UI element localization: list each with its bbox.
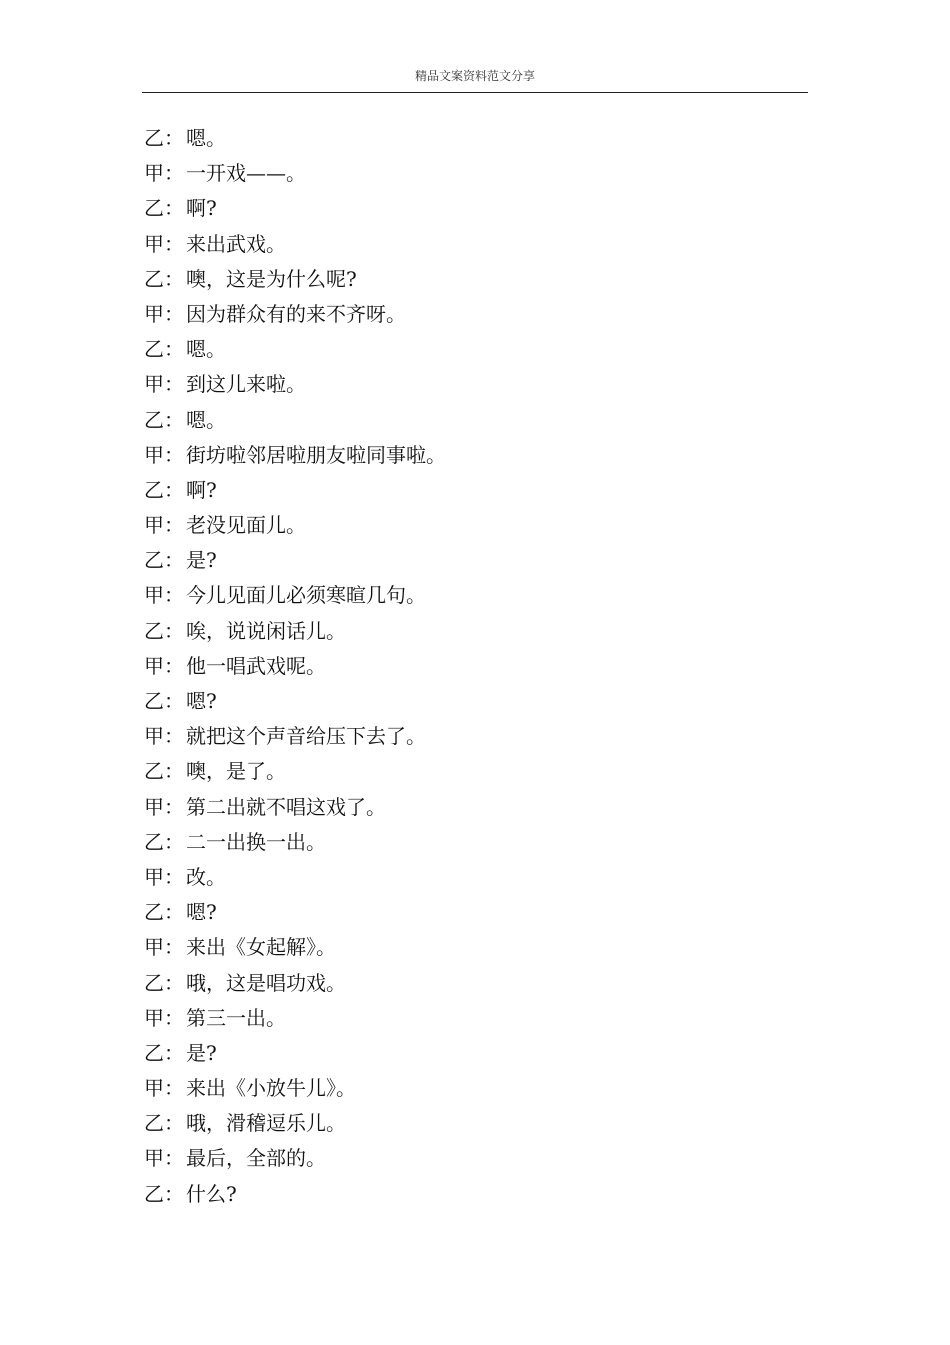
line-text: 嗯。 [186, 407, 226, 432]
speaker-separator: ： [164, 266, 184, 291]
speaker-separator: ： [164, 407, 184, 432]
dialogue-line [144, 227, 804, 262]
speaker-separator: ： [164, 935, 184, 960]
dialogue-line [144, 649, 804, 684]
line-text: 一开戏——。 [186, 161, 306, 186]
line-text: 噢，这是为什么呢? [186, 266, 357, 291]
line-text: 第三一出。 [186, 1005, 286, 1030]
speaker-separator: ： [164, 301, 184, 326]
line-text: 改。 [186, 864, 226, 889]
line-text: 来出《女起解》。 [186, 935, 336, 960]
line-text: 他一唱武戏呢。 [186, 653, 326, 678]
page-header [142, 66, 808, 93]
speaker-label: 甲 [144, 301, 164, 326]
speaker-label: 乙 [144, 1111, 164, 1136]
line-text: 是? [186, 1040, 217, 1065]
speaker-label: 乙 [144, 407, 164, 432]
line-text: 二一出换一出。 [186, 829, 326, 854]
line-text: 哦，滑稽逗乐儿。 [186, 1111, 346, 1136]
line-text: 就把这个声音给压下去了。 [186, 724, 426, 749]
dialogue-line [144, 332, 804, 367]
speaker-separator: ： [164, 1040, 184, 1065]
line-text: 嗯? [186, 689, 217, 713]
dialogue-line [144, 1177, 804, 1212]
speaker-label: 乙 [144, 477, 164, 502]
line-text: 什么? [186, 1181, 237, 1206]
speaker-label: 甲 [144, 161, 164, 186]
dialogue-line [144, 1141, 804, 1176]
dialogue-line [144, 403, 804, 438]
speaker-separator: ： [164, 689, 184, 713]
line-text: 街坊啦邻居啦朋友啦同事啦。 [186, 442, 446, 467]
speaker-label: 甲 [144, 724, 164, 749]
line-text: 因为群众有的来不齐呀。 [186, 301, 406, 326]
speaker-label: 乙 [144, 548, 164, 573]
line-text: 嗯? [186, 900, 217, 925]
dialogue-line [144, 930, 804, 965]
dialogue-line [144, 367, 804, 402]
dialogue-line [144, 684, 804, 719]
speaker-separator: ： [164, 161, 184, 186]
speaker-label: 乙 [144, 689, 164, 713]
line-text: 噢，是了。 [186, 759, 286, 784]
dialogue-line [144, 508, 804, 543]
speaker-separator: ： [164, 794, 184, 819]
line-text: 哦，这是唱功戏。 [186, 970, 346, 995]
line-text: 嗯。 [186, 126, 226, 150]
line-text: 今儿见面儿必须寒暄几句。 [186, 583, 426, 608]
dialogue-line [144, 790, 804, 825]
dialogue-line [144, 438, 804, 473]
speaker-label: 甲 [144, 1076, 164, 1101]
speaker-label: 甲 [144, 653, 164, 678]
dialogue-line [144, 191, 804, 226]
dialogue-line [144, 719, 804, 754]
dialogue-line [144, 1106, 804, 1141]
speaker-separator: ： [164, 1146, 184, 1171]
line-text: 老没见面儿。 [186, 513, 306, 538]
speaker-label: 乙 [144, 970, 164, 995]
dialogue-line [144, 1036, 804, 1071]
speaker-separator: ： [164, 900, 184, 925]
speaker-separator: ： [164, 126, 184, 150]
line-text: 唉，说说闲话儿。 [186, 618, 346, 643]
dialogue-line [144, 121, 804, 156]
speaker-separator: ： [164, 196, 184, 221]
line-text: 啊? [186, 196, 217, 221]
speaker-label: 乙 [144, 759, 164, 784]
speaker-separator: ： [164, 1181, 184, 1206]
speaker-separator: ： [164, 372, 184, 397]
speaker-label: 甲 [144, 1146, 164, 1171]
dialogue-line [144, 262, 804, 297]
speaker-label: 甲 [144, 513, 164, 538]
speaker-separator: ： [164, 829, 184, 854]
dialogue-line [144, 860, 804, 895]
speaker-separator: ： [164, 724, 184, 749]
line-text: 是? [186, 548, 217, 573]
dialogue-line [144, 966, 804, 1001]
dialogue-line [144, 473, 804, 508]
dialogue-line [144, 1071, 804, 1106]
speaker-separator: ： [164, 618, 184, 643]
dialogue-line [144, 825, 804, 860]
speaker-separator: ： [164, 583, 184, 608]
speaker-separator: ： [164, 970, 184, 995]
speaker-label: 甲 [144, 1005, 164, 1030]
speaker-label: 甲 [144, 231, 164, 256]
speaker-separator: ： [164, 653, 184, 678]
dialogue-line [144, 1001, 804, 1036]
speaker-label: 甲 [144, 372, 164, 397]
speaker-separator: ： [164, 442, 184, 467]
speaker-separator: ： [164, 337, 184, 362]
speaker-label: 甲 [144, 794, 164, 819]
speaker-separator: ： [164, 513, 184, 538]
speaker-label: 甲 [144, 864, 164, 889]
line-text: 来出武戏。 [186, 231, 286, 256]
speaker-separator: ： [164, 477, 184, 502]
speaker-label: 乙 [144, 900, 164, 925]
dialogue-list [144, 121, 804, 1212]
speaker-separator: ： [164, 548, 184, 573]
dialogue-line [144, 614, 804, 649]
speaker-label: 乙 [144, 266, 164, 291]
speaker-label: 乙 [144, 196, 164, 221]
speaker-separator: ： [164, 864, 184, 889]
line-text: 来出《小放牛儿》。 [186, 1076, 356, 1101]
line-text: 第二出就不唱这戏了。 [186, 794, 386, 819]
speaker-label: 乙 [144, 1181, 164, 1206]
speaker-separator: ： [164, 1005, 184, 1030]
line-text: 啊? [186, 477, 217, 502]
line-text: 嗯。 [186, 337, 226, 362]
line-text: 最后，全部的。 [186, 1146, 326, 1171]
speaker-separator: ： [164, 231, 184, 256]
speaker-label: 乙 [144, 829, 164, 854]
speaker-separator: ： [164, 1111, 184, 1136]
speaker-label: 甲 [144, 583, 164, 608]
header-title: 精品文案资料范文分享 [414, 69, 535, 83]
dialogue-line [144, 578, 804, 613]
speaker-label: 乙 [144, 337, 164, 362]
dialogue-line [144, 156, 804, 191]
speaker-label: 乙 [144, 126, 164, 150]
dialogue-line [144, 543, 804, 578]
speaker-separator: ： [164, 1076, 184, 1101]
dialogue-line [144, 297, 804, 332]
speaker-separator: ： [164, 759, 184, 784]
dialogue-line [144, 895, 804, 930]
line-text: 到这儿来啦。 [186, 372, 306, 397]
speaker-label: 甲 [144, 935, 164, 960]
speaker-label: 甲 [144, 442, 164, 467]
speaker-label: 乙 [144, 618, 164, 643]
speaker-label: 乙 [144, 1040, 164, 1065]
dialogue-line [144, 754, 804, 789]
